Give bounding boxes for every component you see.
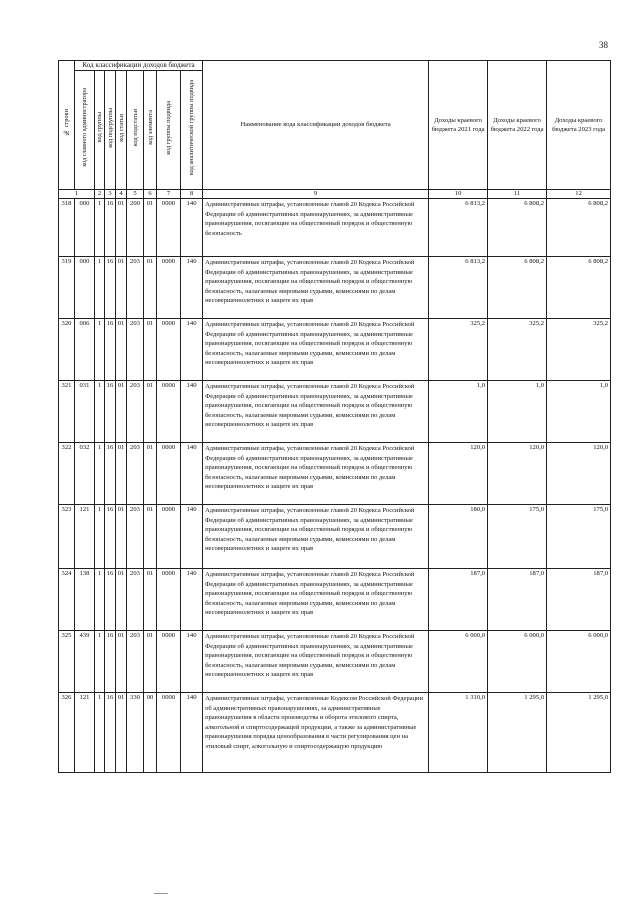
column-number: 5 (127, 190, 144, 199)
income-name: Административные штрафы, установленные главой 20 Кодекса Российской Федерации об административных правонарушениях, за административные правонарушения, посягающие на общественный порядок и общественную безопасность, налагаемые мировыми судьями, комиссиями по делам несовершеннолетних и защите их прав (203, 505, 429, 569)
element-code: 01 (144, 199, 157, 257)
income-2023-value: 325,2 (547, 319, 611, 381)
income-2023-value: 1,0 (547, 381, 611, 443)
subtype-code: 0000 (157, 569, 181, 631)
table-row (59, 319, 611, 381)
admin-code: 000 (75, 199, 95, 257)
income-2023-value: 187,0 (547, 569, 611, 631)
article-code: 01 (116, 693, 127, 773)
subtype-group-code-header: код группы подвида (157, 71, 181, 190)
income-2023-value: 120,0 (547, 443, 611, 505)
admin-code: 006 (75, 319, 95, 381)
income-2021-value: 6 813,2 (429, 257, 488, 319)
table-row (59, 505, 611, 569)
admin-code: 439 (75, 631, 95, 693)
income-2021-value: 6 813,2 (429, 199, 488, 257)
admin-code: 138 (75, 569, 95, 631)
income-2021-value: 1,0 (429, 381, 488, 443)
subtype-code: 0000 (157, 381, 181, 443)
row-number: 324 (59, 569, 75, 631)
income-name: Административные штрафы, установленные главой 20 Кодекса Российской Федерации об административных правонарушениях, за административные правонарушения, посягающие на общественный порядок и общественную безопасность, налагаемые мировыми судьями, комиссиями по делам несовершеннолетних и защите их прав (203, 257, 429, 319)
article-code: 01 (116, 199, 127, 257)
element-code: 01 (144, 569, 157, 631)
subarticle-code: 203 (127, 257, 144, 319)
analytic-group-code-header: код аналитической группы подвида (181, 71, 203, 190)
table-row (59, 631, 611, 693)
table-row (59, 443, 611, 505)
income-2022-value: 6 808,2 (488, 199, 547, 257)
admin-code: 032 (75, 443, 95, 505)
column-number: 1 (59, 190, 95, 199)
table-row (59, 381, 611, 443)
article-code: 01 (116, 569, 127, 631)
subarticle-code: 203 (127, 381, 144, 443)
article-code: 01 (116, 381, 127, 443)
income-2023-header: Доходы краевого бюджета 2023 года (547, 61, 611, 190)
subgroup-code-header: код подгруппы (105, 71, 116, 190)
column-number: 9 (203, 190, 429, 199)
subtype-code: 0000 (157, 257, 181, 319)
analytic-code: 140 (181, 693, 203, 773)
admin-code: 000 (75, 257, 95, 319)
subgroup-code: 16 (105, 199, 116, 257)
income-2022-value: 187,0 (488, 569, 547, 631)
element-code: 01 (144, 381, 157, 443)
column-number: 3 (105, 190, 116, 199)
income-name: Административные штрафы, установленные главой 20 Кодекса Российской Федерации об административных правонарушениях, за административные правонарушения, посягающие на общественный порядок и общественную безопасность, налагаемые мировыми судьями, комиссиями по делам несовершеннолетних и защите их прав (203, 569, 429, 631)
subarticle-code-header: код подстатьи (127, 71, 144, 190)
column-number: 4 (116, 190, 127, 199)
analytic-code: 140 (181, 319, 203, 381)
group-code: 1 (95, 199, 105, 257)
subarticle-code: 203 (127, 505, 144, 569)
column-number: 7 (157, 190, 181, 199)
element-code: 01 (144, 443, 157, 505)
income-2023-value: 6 000,0 (547, 631, 611, 693)
subtype-code: 0000 (157, 693, 181, 773)
budget-income-table (58, 60, 611, 773)
subtype-code: 0000 (157, 631, 181, 693)
group-code: 1 (95, 257, 105, 319)
row-number: 320 (59, 319, 75, 381)
column-number: 11 (488, 190, 547, 199)
row-number: 322 (59, 443, 75, 505)
subarticle-code: 203 (127, 443, 144, 505)
row-number: 319 (59, 257, 75, 319)
income-name: Административные штрафы, установленные главой 20 Кодекса Российской Федерации об административных правонарушениях, за административные правонарушения, посягающие на общественный порядок и общественную безопасность, налагаемые мировыми судьями, комиссиями по делам несовершеннолетних и защите их прав (203, 631, 429, 693)
element-code: 01 (144, 319, 157, 381)
analytic-code: 140 (181, 443, 203, 505)
income-2022-value: 6 000,0 (488, 631, 547, 693)
group-code: 1 (95, 631, 105, 693)
income-2023-value: 6 808,2 (547, 257, 611, 319)
subgroup-code: 16 (105, 505, 116, 569)
element-code: 01 (144, 505, 157, 569)
subgroup-code: 16 (105, 693, 116, 773)
analytic-code: 140 (181, 199, 203, 257)
admin-code: 121 (75, 505, 95, 569)
subtype-code: 0000 (157, 443, 181, 505)
admin-code: 031 (75, 381, 95, 443)
income-name: Административные штрафы, установленные главой 20 Кодекса Российской Федерации об административных правонарушениях, за административные правонарушения, посягающие на общественный порядок и общественную безопасность, налагаемые мировыми судьями, комиссиями по делам несовершеннолетних и защите их прав (203, 443, 429, 505)
income-2021-value: 1 310,0 (429, 693, 488, 773)
group-code: 1 (95, 569, 105, 631)
income-2021-value: 325,2 (429, 319, 488, 381)
name-column-header: Наименование кода классификации доходов бюджета (203, 61, 429, 190)
income-2021-value: 180,0 (429, 505, 488, 569)
subgroup-code: 16 (105, 319, 116, 381)
article-code: 01 (116, 319, 127, 381)
column-number: 10 (429, 190, 488, 199)
income-2023-value: 175,0 (547, 505, 611, 569)
income-2023-value: 6 808,2 (547, 199, 611, 257)
column-number-row (59, 190, 611, 199)
subgroup-code: 16 (105, 443, 116, 505)
element-code-header: код элемента (144, 71, 157, 190)
article-code: 01 (116, 443, 127, 505)
classification-group-header: Код классификации доходов бюджета (75, 61, 203, 71)
subgroup-code: 16 (105, 631, 116, 693)
subarticle-code: 203 (127, 569, 144, 631)
table-row (59, 257, 611, 319)
scan-artifact-mark (154, 893, 168, 894)
group-code: 1 (95, 505, 105, 569)
group-code: 1 (95, 443, 105, 505)
income-name: Административные штрафы, установленные главой 20 Кодекса Российской Федерации об административных правонарушениях, за административные правонарушения, посягающие на общественный порядок и общественную безопасность (203, 199, 429, 257)
group-code: 1 (95, 381, 105, 443)
row-number: 326 (59, 693, 75, 773)
column-number: 6 (144, 190, 157, 199)
income-2022-value: 6 808,2 (488, 257, 547, 319)
income-2022-value: 325,2 (488, 319, 547, 381)
element-code: 01 (144, 631, 157, 693)
income-2023-value: 1 295,0 (547, 693, 611, 773)
subarticle-code: 200 (127, 199, 144, 257)
subgroup-code: 16 (105, 569, 116, 631)
analytic-code: 140 (181, 569, 203, 631)
row-number: 323 (59, 505, 75, 569)
income-2021-header: Доходы краевого бюджета 2021 года (429, 61, 488, 190)
income-2022-header: Доходы краевого бюджета 2022 года (488, 61, 547, 190)
income-2022-value: 1 295,0 (488, 693, 547, 773)
row-number: 318 (59, 199, 75, 257)
subarticle-code: 203 (127, 319, 144, 381)
table-row (59, 569, 611, 631)
admin-code: 121 (75, 693, 95, 773)
group-code: 1 (95, 693, 105, 773)
income-2022-value: 175,0 (488, 505, 547, 569)
group-code: 1 (95, 319, 105, 381)
analytic-code: 140 (181, 257, 203, 319)
income-2021-value: 120,0 (429, 443, 488, 505)
element-code: 01 (144, 257, 157, 319)
subtype-code: 0000 (157, 199, 181, 257)
subtype-code: 0000 (157, 505, 181, 569)
income-2022-value: 120,0 (488, 443, 547, 505)
row-number-header: № строки (59, 61, 75, 190)
column-number: 12 (547, 190, 611, 199)
income-name: Административные штрафы, установленные Кодексом Российской Федерации об административных правонарушениях, за административные правонарушения в области производства и оборота этилового спирта, алкогольной и спиртосодержащей продукции, а также за административные правонарушения порядка ценообразования в части регулирования цен на этиловый спирт, алкогольную и спиртосодержащую продукцию (203, 693, 429, 773)
subarticle-code: 203 (127, 631, 144, 693)
income-2021-value: 187,0 (429, 569, 488, 631)
page-number: 38 (599, 40, 608, 50)
element-code: 00 (144, 693, 157, 773)
income-2021-value: 6 000,0 (429, 631, 488, 693)
subarticle-code: 330 (127, 693, 144, 773)
analytic-code: 140 (181, 505, 203, 569)
row-number: 325 (59, 631, 75, 693)
article-code: 01 (116, 631, 127, 693)
income-name: Административные штрафы, установленные главой 20 Кодекса Российской Федерации об административных правонарушениях, за административные правонарушения, посягающие на общественный порядок и общественную безопасность, налагаемые мировыми судьями, комиссиями по делам несовершеннолетних и защите их прав (203, 381, 429, 443)
column-number: 2 (95, 190, 105, 199)
subgroup-code: 16 (105, 257, 116, 319)
analytic-code: 140 (181, 631, 203, 693)
article-code-header: код статьи (116, 71, 127, 190)
subtype-code: 0000 (157, 319, 181, 381)
analytic-code: 140 (181, 381, 203, 443)
article-code: 01 (116, 505, 127, 569)
income-name: Административные штрафы, установленные главой 20 Кодекса Российской Федерации об административных правонарушениях, за административные правонарушения, посягающие на общественный порядок и общественную безопасность, налагаемые мировыми судьями, комиссиями по делам несовершеннолетних и защите их прав (203, 319, 429, 381)
row-number: 321 (59, 381, 75, 443)
admin-code-header: код главного администратора (75, 71, 95, 190)
subgroup-code: 16 (105, 381, 116, 443)
income-2022-value: 1,0 (488, 381, 547, 443)
column-number: 8 (181, 190, 203, 199)
article-code: 01 (116, 257, 127, 319)
group-code-header: код группы (95, 71, 105, 190)
table-row (59, 693, 611, 773)
table-row (59, 199, 611, 257)
